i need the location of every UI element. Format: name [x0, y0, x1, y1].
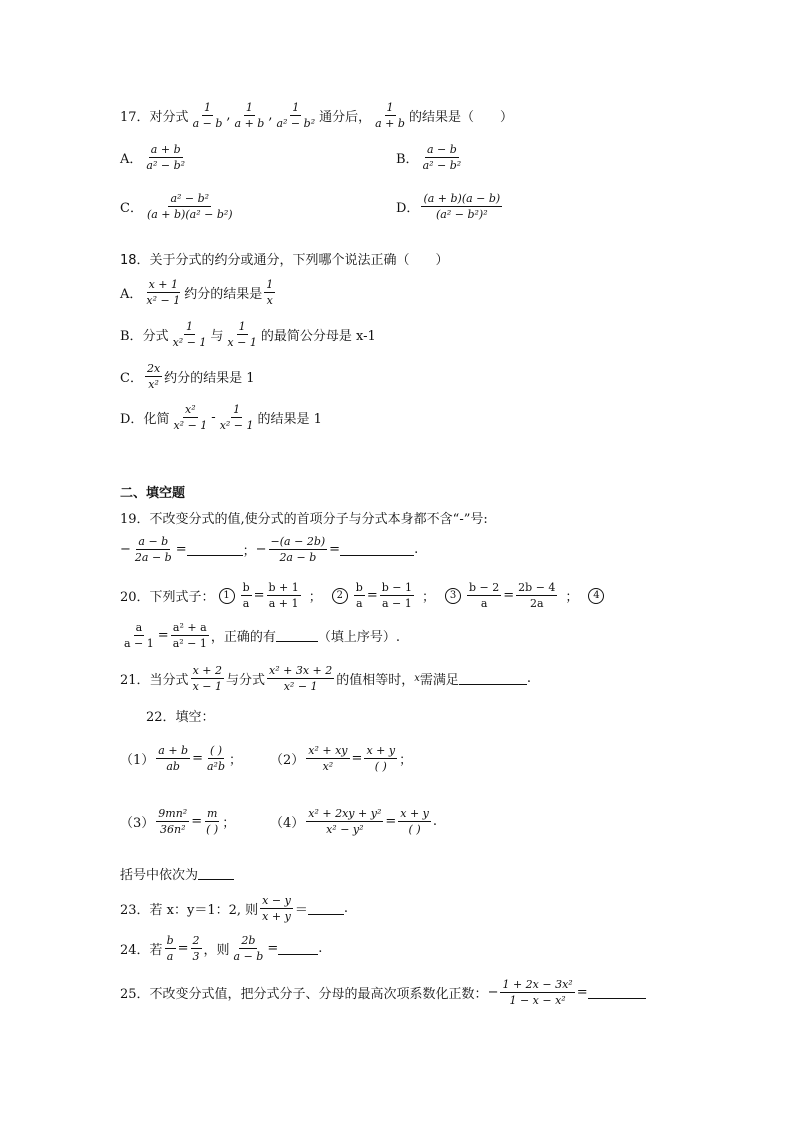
q22-part-1: （1） $\frac{a + b}{ab}$ = $\frac{( )}{\text{a²b}}$ ； — [120, 744, 243, 773]
q20-stem: 20． 下列式子： 1 $\frac{b}{a}$ = $\frac{b + 1}{a + 1}$ ； 2 $\frac{b}{a}$ = $\frac{b - 1}{a - 1}$ ； 3 $\frac{b - 2}{a}$ = $\frac{2b - 4}{2a}$ ； 4 — [120, 581, 608, 610]
q25-stem: 25． 不改变分式值，把分式分子、分母的最高次项系数化正数： − $\frac{\text{1 + 2x − 3x²}}{\text{1 − x − x²}}$ = — [120, 978, 646, 1007]
q18-option-a[interactable]: A． $\frac{x + 1}{\text{x² − 1}}$ 约分的结果是 $\frac{1}{x}$ — [120, 278, 274, 307]
section-title: 二、填空题 — [120, 486, 186, 501]
q18-option-b[interactable]: B． 分式 $\frac{1}{\text{x² − 1}}$ 与 $\frac{1}{x - 1}$ 的最简公分母是 x-1 — [120, 320, 376, 349]
q18-option-d[interactable]: D． 化简 $\frac{\text{x²}}{\text{x² − 1}}$ - $\frac{1}{\text{x² − 1}}$ 的结果是 1 — [120, 403, 322, 432]
q21-stem: 21． 当分式 $\frac{x + 2}{x - 1}$ 与分式 $\frac{\text{x² + 3x + 2}}{\text{x² − 1}}$ 的值相等时， x 需满足 . — [120, 664, 532, 693]
q25-blank[interactable] — [588, 986, 646, 999]
q24-blank[interactable] — [278, 942, 318, 955]
q17-fraction-4: $\frac{1}{a + b}$ — [375, 101, 405, 130]
q18-stem: 18． 关于分式的约分或通分，下列哪个说法正确（ ） — [120, 253, 449, 268]
q19-stem: 19． 不改变分式的值,使分式的首项分子与分式本身都不含“-”号: — [120, 512, 488, 527]
q17-fraction-2: $\frac{1}{a + b}$ — [234, 101, 265, 130]
q17-number: 17． — [120, 110, 150, 125]
q22-part-4: （4） $\frac{\text{x² + 2xy + y²}}{\text{x² − y²}}$ = $\frac{x + y}{( )}$ . — [270, 807, 438, 836]
q22-tail: 括号中依次为 — [120, 864, 234, 883]
q22-blank[interactable] — [198, 867, 234, 880]
q19-expressions: − $\frac{a - b}{2a - b}$ = ； − $\frac{-(a - 2b)}{2a - b}$ = . — [120, 535, 419, 564]
q17-option-b[interactable]: B． $\frac{a - b}{\text{a² − b²}}$ — [396, 143, 462, 172]
q20-blank[interactable] — [276, 629, 318, 642]
q18-option-c[interactable]: C． $\frac{2x}{\text{x²}}$ 约分的结果是 1 — [120, 362, 255, 391]
q17-option-a[interactable]: A． $\frac{a + b}{\text{a² − b²}}$ — [120, 143, 186, 172]
q22-part-3: （3） $\frac{\text{9mn²}}{\text{36n²}}$ = $\frac{m}{( )}$ ； — [120, 807, 236, 836]
q23-stem: 23． 若 x：y＝1：2, 则 $\frac{x - y}{x + y}$ ＝ . — [120, 894, 348, 923]
q24-stem: 24． 若 $\frac{b}{a}$ = $\frac{2}{3}$ ，则 $\frac{2b}{a - b}$ = . — [120, 934, 323, 963]
q21-blank[interactable] — [459, 672, 527, 685]
q17-option-d[interactable]: D． $\frac{(a + b)(a - b)}{\text{(a² − b²)²}}$ — [396, 192, 501, 221]
q22-stem: 22． 填空： — [146, 710, 215, 725]
q20-cont: $\frac{a}{a - 1}$ = $\frac{\text{a² + a}}{\text{a² − 1}}$ ，正确的有 （填上序号）. — [124, 621, 401, 650]
q17-stem: 17． 对分式 $\frac{1}{a - b}$ , $\frac{1}{a + b}$ , $\frac{1}{\text{a² − b²}}$ 通分后， $\frac{1}{a + b}$ 的结果是（ ） — [120, 101, 513, 130]
q23-blank[interactable] — [308, 902, 344, 915]
q17-fraction-3: $\frac{1}{\text{a² − b²}}$ — [276, 101, 316, 130]
q22-part-2: （2） $\frac{\text{x² + xy}}{\text{x²}}$ = $\frac{x + y}{( )}$ ； — [270, 744, 413, 773]
q19-blank-1[interactable] — [187, 543, 243, 556]
q17-option-c[interactable]: C． $\frac{\text{a² − b²}}{\text{(a + b)(a² − b²)}}$ — [120, 192, 233, 221]
q17-fraction-1: $\frac{1}{a - b}$ — [192, 101, 223, 130]
q19-blank-2[interactable] — [340, 543, 414, 556]
